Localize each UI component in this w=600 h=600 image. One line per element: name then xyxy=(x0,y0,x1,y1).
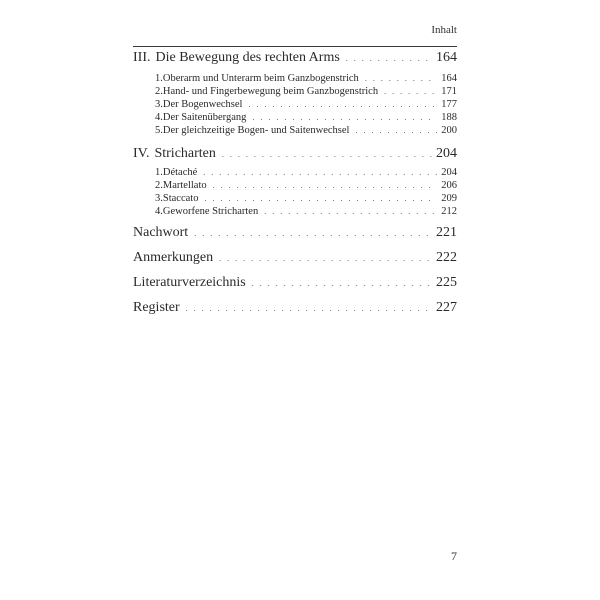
entry-title: Register xyxy=(133,300,180,315)
dot-leader xyxy=(264,207,437,216)
page-number: 7 xyxy=(451,549,457,563)
chapter-page: 164 xyxy=(436,50,457,65)
dot-leader xyxy=(204,194,437,203)
dot-leader xyxy=(222,150,432,159)
section-number: 4. xyxy=(155,112,163,123)
toc-section xyxy=(133,86,457,97)
chapter-number: IV. xyxy=(133,146,150,161)
section-page: 212 xyxy=(441,206,457,217)
section-title: Der Bogenwechsel xyxy=(162,99,243,110)
chapter-page: 204 xyxy=(436,146,457,161)
toc-section xyxy=(133,125,457,136)
section-number: 2. xyxy=(155,180,163,191)
toc-section xyxy=(133,73,457,84)
toc-back-matter-nachwort xyxy=(133,225,457,241)
section-page: 209 xyxy=(441,193,457,204)
section-page: 171 xyxy=(441,86,457,97)
section-number: 4. xyxy=(155,206,163,217)
toc-section xyxy=(133,167,457,178)
dot-leader xyxy=(355,126,437,135)
dot-leader xyxy=(203,168,437,177)
section-title: Oberarm und Unterarm beim Ganzbogenstrich xyxy=(162,73,359,84)
section-title: Détaché xyxy=(162,167,198,178)
toc-section xyxy=(133,99,457,110)
section-number: 1. xyxy=(155,167,163,178)
running-header xyxy=(133,20,457,47)
toc-section xyxy=(133,193,457,204)
entry-title: Nachwort xyxy=(133,225,189,240)
entry-page: 225 xyxy=(436,275,457,290)
section-title: Geworfene Stricharten xyxy=(162,206,259,217)
section-title: Der gleichzeitige Bogen- und Saitenwechsel xyxy=(162,125,350,136)
dot-leader xyxy=(248,100,437,109)
header-title: Inhalt xyxy=(431,24,457,36)
section-number: 2. xyxy=(155,86,163,97)
section-number: 3. xyxy=(155,193,163,204)
dot-leader xyxy=(186,304,432,313)
dot-leader xyxy=(219,254,432,263)
section-title: Martellato xyxy=(162,180,207,191)
section-page: 200 xyxy=(441,125,457,136)
entry-page: 221 xyxy=(436,225,457,240)
entry-title: Literaturverzeichnis xyxy=(133,275,246,290)
section-page: 164 xyxy=(441,73,457,84)
toc-section xyxy=(133,180,457,191)
toc-back-matter-literaturverzeichnis xyxy=(133,275,457,291)
section-title: Staccato xyxy=(162,193,199,204)
section-page: 206 xyxy=(441,180,457,191)
section-number: 3. xyxy=(155,99,163,110)
entry-page: 227 xyxy=(436,300,457,315)
chapter-title: Stricharten xyxy=(154,146,216,161)
entry-page: 222 xyxy=(436,250,457,265)
dot-leader xyxy=(346,54,432,63)
dot-leader xyxy=(194,229,432,238)
toc-section xyxy=(133,112,457,123)
dot-leader xyxy=(252,113,437,122)
dot-leader xyxy=(384,87,437,96)
toc-section xyxy=(133,206,457,217)
dot-leader xyxy=(213,181,438,190)
section-title: Der Saitenübergang xyxy=(162,112,247,123)
section-number: 5. xyxy=(155,125,163,136)
toc-chapter-4 xyxy=(133,146,457,162)
chapter-number: III. xyxy=(133,50,151,65)
section-page: 188 xyxy=(441,112,457,123)
toc-chapter-3 xyxy=(133,50,457,66)
section-title: Hand- und Fingerbewegung beim Ganzbogenstrich xyxy=(162,86,379,97)
chapter-title: Die Bewegung des rechten Arms xyxy=(155,50,340,65)
section-number: 1. xyxy=(155,73,163,84)
entry-title: Anmerkungen xyxy=(133,250,214,265)
section-page: 177 xyxy=(441,99,457,110)
toc-back-matter-register xyxy=(133,300,457,316)
dot-leader xyxy=(365,74,437,83)
dot-leader xyxy=(252,279,432,288)
toc-back-matter-anmerkungen xyxy=(133,250,457,266)
section-page: 204 xyxy=(441,167,457,178)
